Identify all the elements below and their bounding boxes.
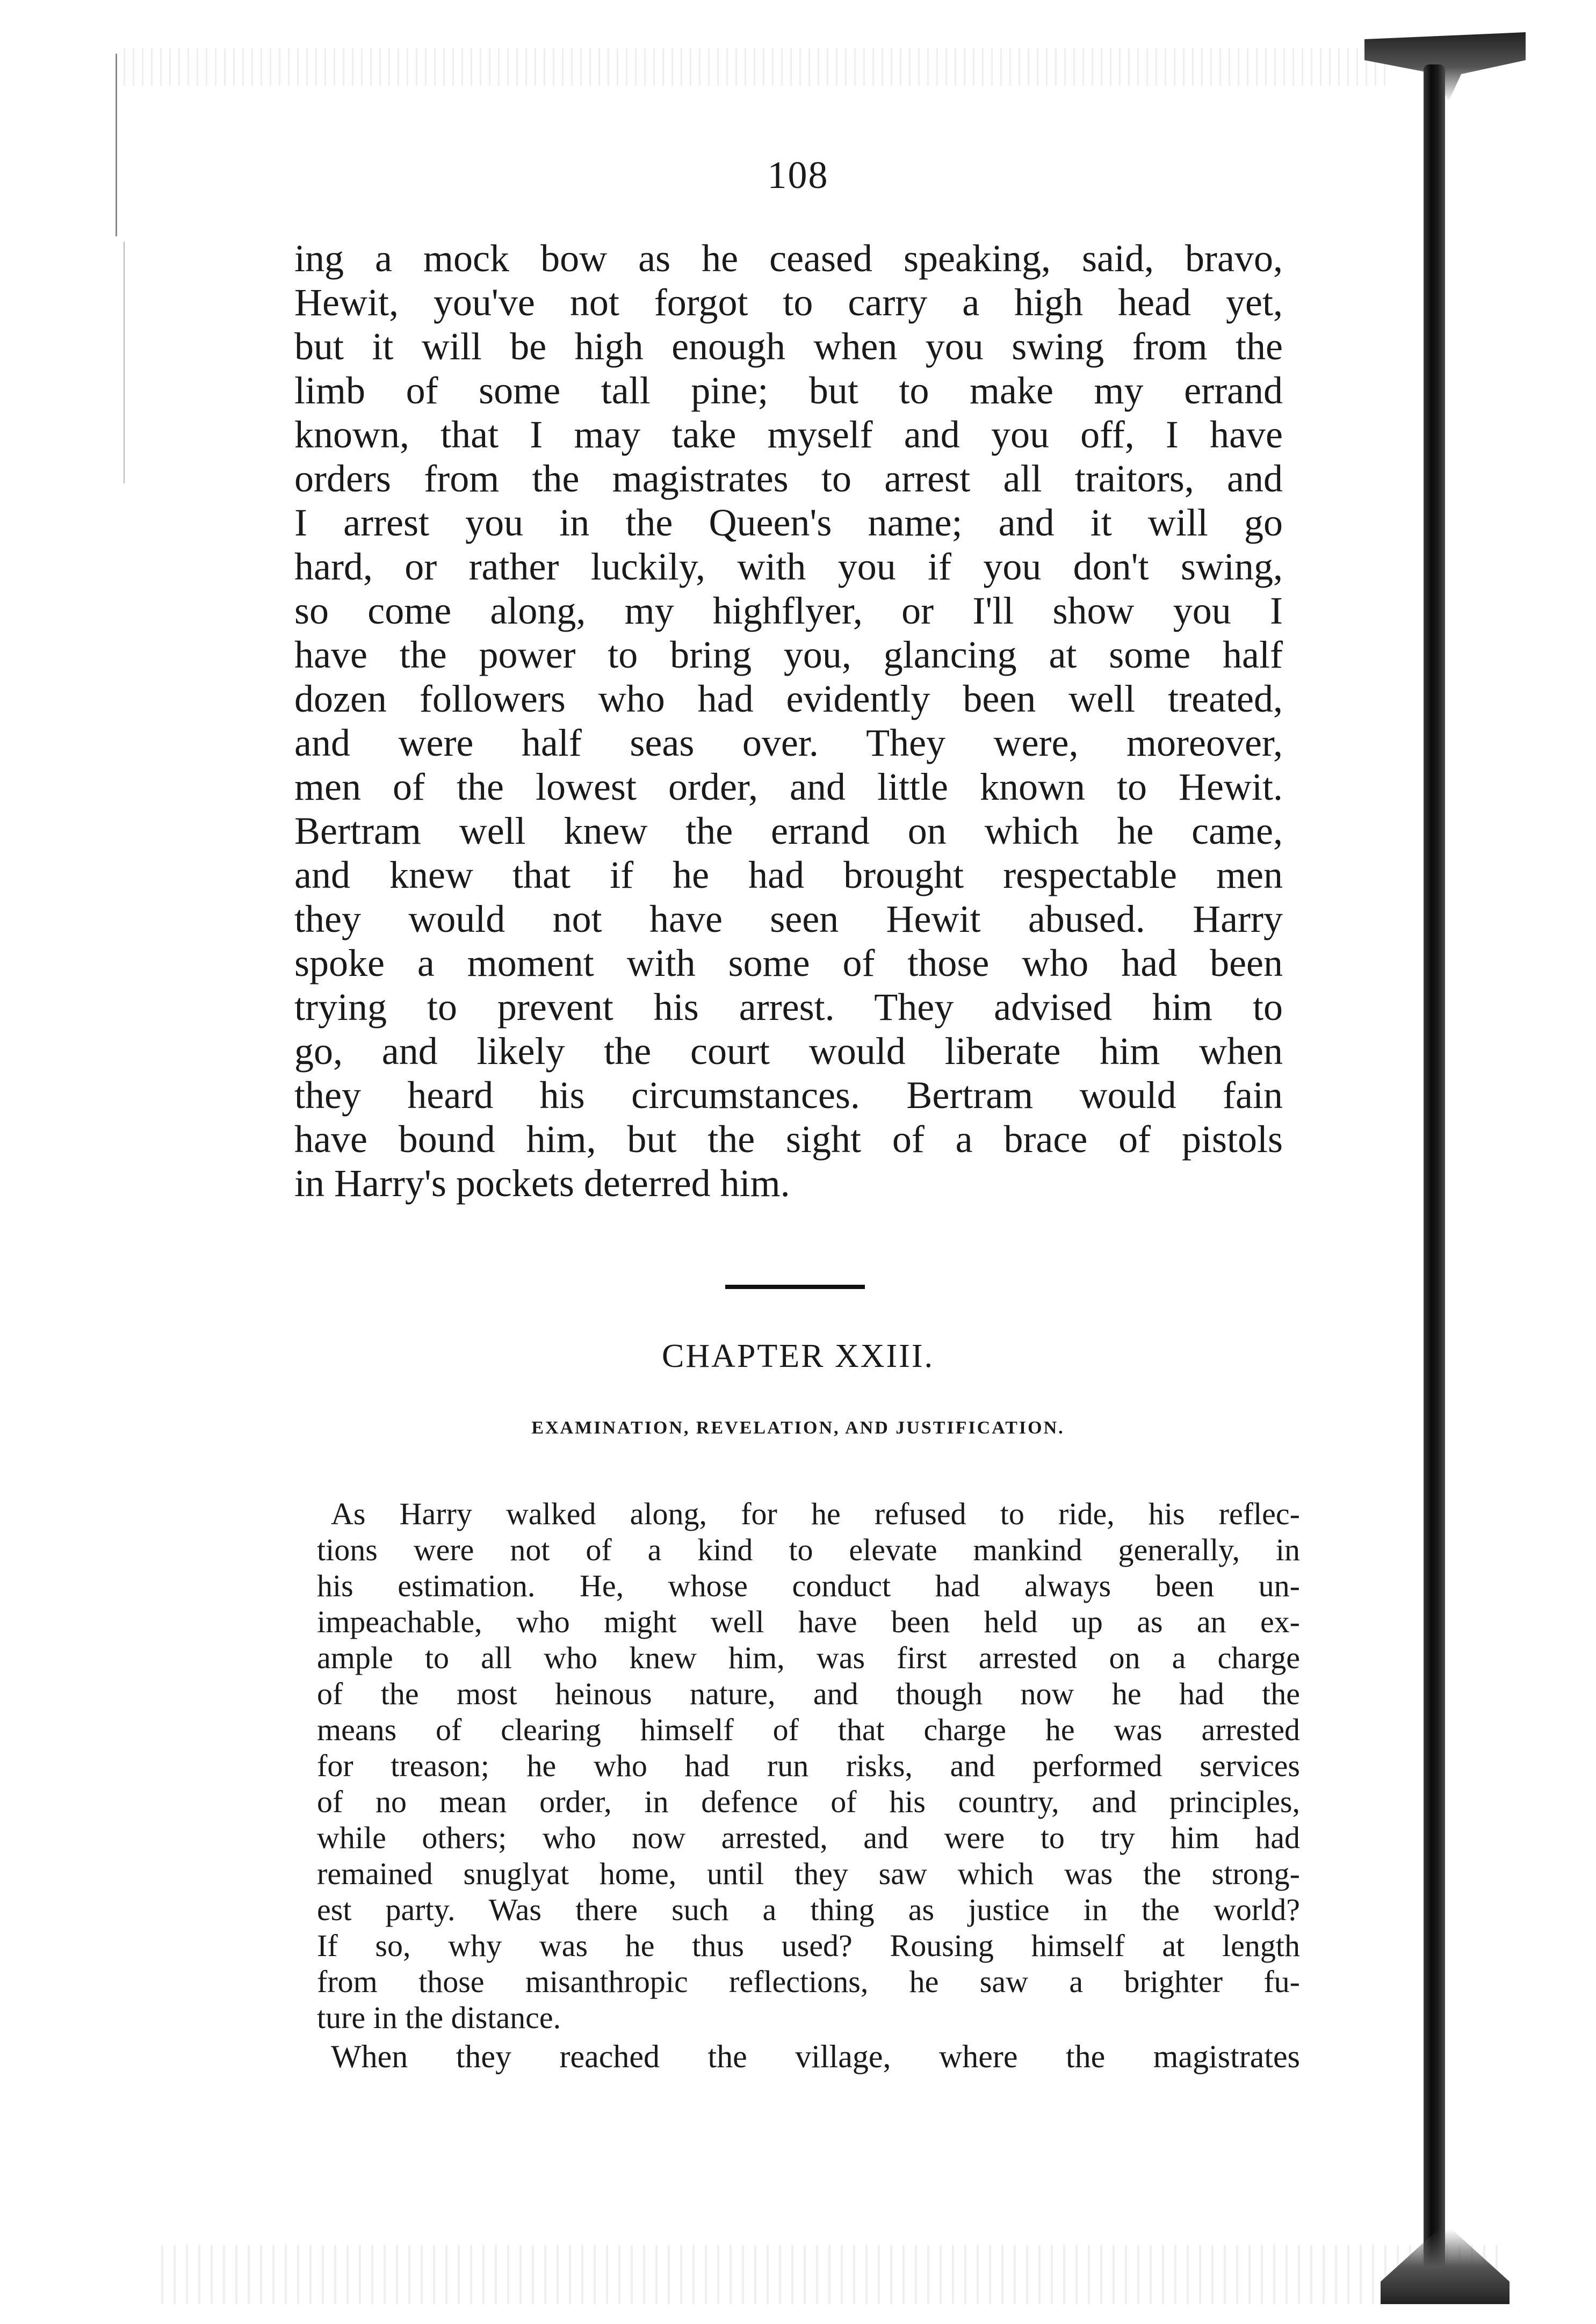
text-line: means of clearing himself of that charge he was arrested <box>317 1712 1300 1747</box>
text-line: trying to prevent his arrest. They advised him to <box>294 986 1283 1029</box>
scan-noise-top <box>124 48 1386 86</box>
text-line: Hewit, you've not forgot to carry a high head yet, <box>294 281 1283 324</box>
chapter-paragraph <box>317 1496 1300 2075</box>
text-line: remained snuglyat home, until they saw which was the strong- <box>317 1856 1300 1891</box>
text-line: go, and likely the court would liberate him when <box>294 1030 1283 1073</box>
scan-noise-bottom <box>161 2245 1504 2304</box>
text-line: and knew that if he had brought respectable men <box>294 853 1283 896</box>
text-line: of no mean order, in defence of his country, and principles, <box>317 1784 1300 1819</box>
text-line: tions were not of a kind to elevate mankind generally, in <box>317 1532 1300 1567</box>
text-line: known, that I may take myself and you off, I have <box>294 413 1283 456</box>
text-line: while others; who now arrested, and were to try him had <box>317 1820 1300 1855</box>
text-line: dozen followers who had evidently been well treated, <box>294 677 1283 720</box>
text-line: hard, or rather luckily, with you if you don't swing, <box>294 545 1283 588</box>
binding-edge <box>1424 64 1445 2288</box>
text-line: so come along, my highflyer, or I'll show you I <box>294 589 1283 632</box>
text-line: If so, why was he thus used? Rousing himself at length <box>317 1928 1300 1963</box>
text-line: they would not have seen Hewit abused. Harry <box>294 897 1283 940</box>
text-line: orders from the magistrates to arrest all traitors, and <box>294 457 1283 500</box>
text-line: When they reached the village, where the magistrates <box>331 2039 1300 2074</box>
text-line: have the power to bring you, glancing at some half <box>294 633 1283 676</box>
text-line: for treason; he who had run risks, and performed services <box>317 1748 1300 1783</box>
scan-mark-left <box>115 54 127 236</box>
scan-mark-left-lower <box>124 242 130 483</box>
text-line: of the most heinous nature, and though now he had the <box>317 1676 1300 1711</box>
chapter-title: CHAPTER XXIII. <box>662 1338 934 1374</box>
text-line: and were half seas over. They were, moreover, <box>294 721 1283 764</box>
text-line: but it will be high enough when you swing from the <box>294 325 1283 368</box>
text-line: As Harry walked along, for he refused to ride, his reflec- <box>331 1496 1300 1531</box>
text-line: from those misanthropic reflections, he saw a brighter fu- <box>317 1964 1300 1999</box>
text-line: his estimation. He, whose conduct had always been un- <box>317 1568 1300 1603</box>
binding-edge-bottom <box>1381 2229 1510 2304</box>
text-line: I arrest you in the Queen's name; and it will go <box>294 501 1283 544</box>
text-line: ample to all who knew him, was first arrested on a charge <box>317 1640 1300 1675</box>
text-line: they heard his circumstances. Bertram would fain <box>294 1074 1283 1117</box>
text-line: limb of some tall pine; but to make my errand <box>294 369 1283 412</box>
text-line: in Harry's pockets deterred him. <box>294 1162 790 1205</box>
text-line: ture in the distance. <box>317 2000 561 2035</box>
text-line: ing a mock bow as he ceased speaking, said, bravo, <box>294 237 1283 280</box>
text-line: est party. Was there such a thing as justice in the world? <box>317 1892 1300 1927</box>
text-line: men of the lowest order, and little known to Hewit. <box>294 765 1283 808</box>
chapter-subtitle: EXAMINATION, REVELATION, AND JUSTIFICATION. <box>531 1418 1065 1438</box>
page-number: 108 <box>767 154 829 197</box>
text-line: have bound him, but the sight of a brace of pistols <box>294 1118 1283 1161</box>
text-line: impeachable, who might well have been held up as an ex- <box>317 1604 1300 1639</box>
body-paragraph <box>294 236 1283 1205</box>
text-line: Bertram well knew the errand on which he came, <box>294 809 1283 852</box>
text-line: spoke a moment with some of those who had been <box>294 942 1283 984</box>
section-divider <box>725 1285 865 1289</box>
binding-edge-top <box>1364 32 1526 102</box>
